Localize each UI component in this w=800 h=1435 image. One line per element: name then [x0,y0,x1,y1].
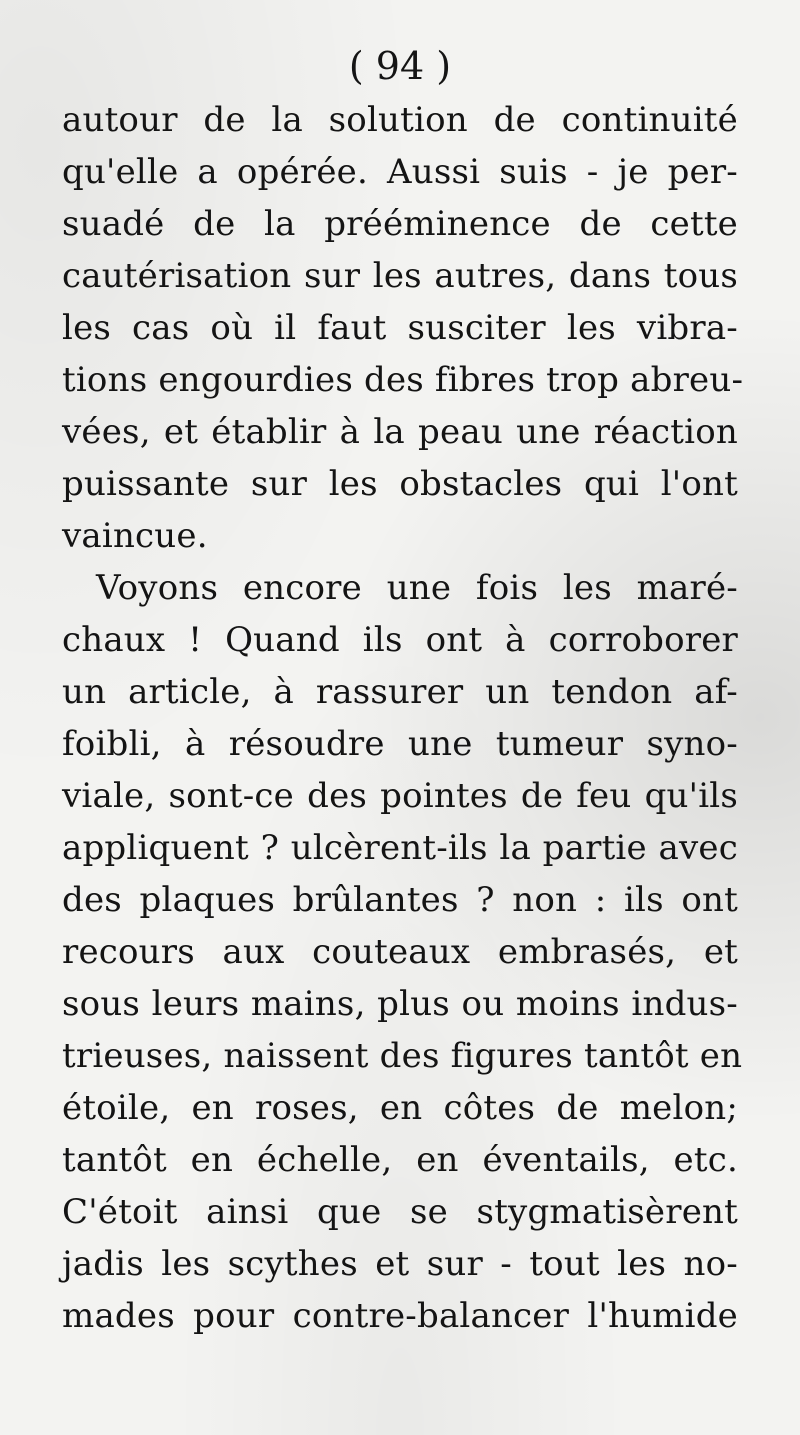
text-line: appliquent ? ulcèrent-ils la partie avec [62,828,738,868]
page-number: ( 94 ) [348,44,452,88]
paragraph-end-line: vaincue. [62,516,208,556]
text-line: tions engourdies des fibres trop abreu- [62,360,744,400]
text-line: vées, et établir à la peau une réaction [62,412,738,452]
paragraph-start-line: Voyons encore une fois les maré- [96,568,738,608]
text-line: sous leurs mains, plus ou moins indus- [62,984,738,1024]
text-line: recours aux couteaux embrasés, et [62,932,738,972]
text-line: étoile, en roses, en côtes de melon; [62,1088,738,1128]
text-line: qu'elle a opérée. Aussi suis - je per- [62,152,738,192]
text-line: viale, sont-ce des pointes de feu qu'ils [62,776,738,816]
text-line: trieuses, naissent des figures tantôt en [62,1036,743,1076]
text-line: autour de la solution de continuité [62,100,738,140]
text-line: cautérisation sur les autres, dans tous [62,256,738,296]
text-line: C'étoit ainsi que se stygmatisèrent [62,1192,738,1232]
text-line: les cas où il faut susciter les vibra- [62,308,738,348]
text-line: suadé de la prééminence de cette [62,204,738,244]
text-line: un article, à rassurer un tendon af- [62,672,738,712]
text-line: jadis les scythes et sur - tout les no- [62,1244,738,1284]
text-line: foibli, à résoudre une tumeur syno- [62,724,738,764]
body-text [62,94,744,1342]
text-line: tantôt en échelle, en éventails, etc. [62,1140,738,1180]
text-line: chaux ! Quand ils ont à corroborer [62,620,738,660]
text-line: des plaques brûlantes ? non : ils ont [62,880,738,920]
text-line: puissante sur les obstacles qui l'ont [62,464,738,504]
text-line: mades pour contre-balancer l'humide [62,1296,738,1336]
